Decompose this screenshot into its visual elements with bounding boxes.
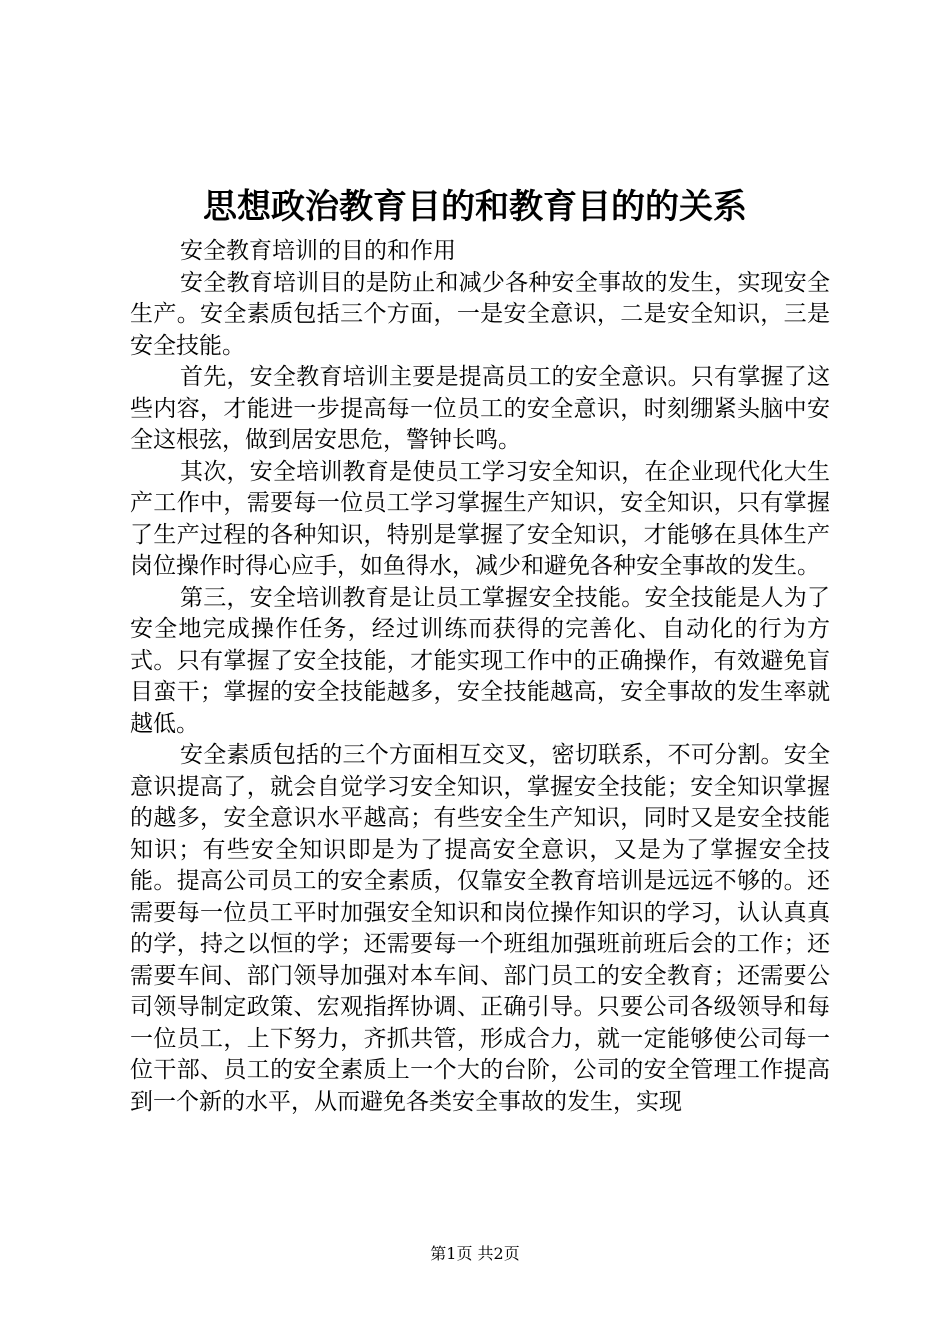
paragraph-summary: 安全素质包括的三个方面相互交叉，密切联系，不可分割。安全意识提高了，就会自觉学习安全知识，掌握安全技能；安全知识掌握的越多，安全意识水平越高；有些安全生产知识，同时又是安全技能知识；有些安全知识即是为了提高安全意识，又是为了掌握安全技能。提高公司员工的安全素质，仅靠安全教育培训是远远不够的。还需要每一位员工平时加强安全知识和岗位操作知识的学习，认认真真的学，持之以恒的学；还需要每一个班组加强班前班后会的工作；还需要车间、部门领导加强对本车间、部门员工的安全教育；还需要公司领导制定政策、宏观指挥协调、正确引导。只要公司各级领导和每一位员工，上下努力，齐抓共管，形成合力，就一定能够使公司每一位干部、员工的安全素质上一个大的台阶，公司的安全管理工作提高到一个新的水平，从而避免各类安全事故的发生，实现 <box>130 742 830 1115</box>
paragraph-intro: 安全教育培训目的是防止和减少各种安全事故的发生，实现安全生产。安全素质包括三个方面，一是安全意识，二是安全知识，三是安全技能。 <box>130 269 830 359</box>
document-title: 思想政治教育目的和教育目的的关系 <box>203 187 747 227</box>
paragraph-third: 第三，安全培训教育是让员工掌握安全技能。安全技能是人为了安全地完成操作任务，经过训练而获得的完善化、自动化的行为方式。只有掌握了安全技能，才能实现工作中的正确操作，有效避免盲目蛮干；掌握的安全技能越多，安全技能越高，安全事故的发生率就越低。 <box>130 584 830 737</box>
page-number-footer: 第1页 共2页 <box>430 1244 520 1263</box>
subheading: 安全教育培训的目的和作用 <box>180 238 456 264</box>
paragraph-second: 其次，安全培训教育是使员工学习安全知识，在企业现代化大生产工作中，需要每一位员工学习掌握生产知识，安全知识，只有掌握了生产过程的各种知识，特别是掌握了安全知识，才能够在具体生产岗位操作时得心应手，如鱼得水，减少和避免各种安全事故的发生。 <box>130 458 830 579</box>
document-body <box>130 236 830 1118</box>
paragraph-first: 首先，安全教育培训主要是提高员工的安全意识。只有掌握了这些内容，才能进一步提高每一位员工的安全意识，时刻绷紧头脑中安全这根弦，做到居安思危，警钟长鸣。 <box>130 364 830 453</box>
